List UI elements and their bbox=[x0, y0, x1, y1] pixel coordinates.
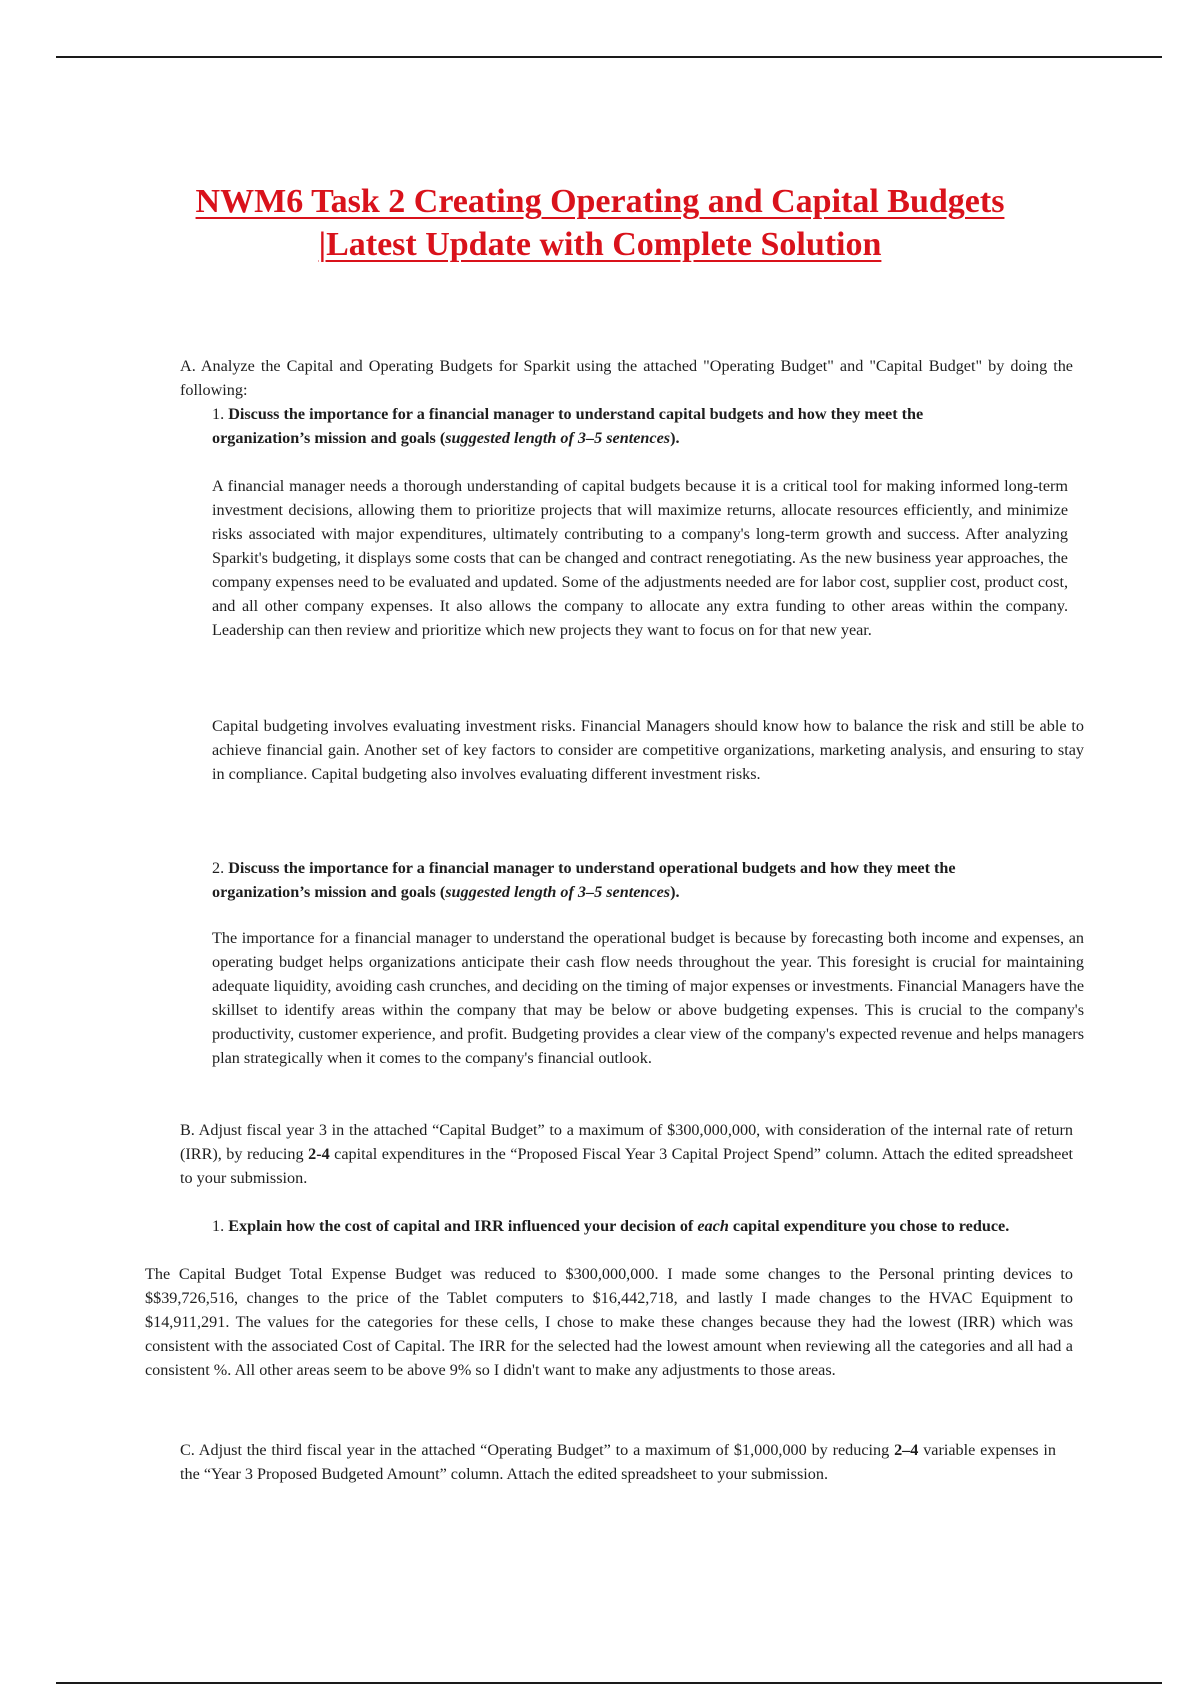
title-line-2: |Latest Update with Complete Solution bbox=[318, 226, 882, 263]
answer-a1-paragraph-2: Capital budgeting involves evaluating investment risks. Financial Managers should know how to balance the risk and still be able to achieve financial gain. Another set of key factors to consider are competitive organizations, marketing analysis, and ensuring to stay in compliance. Capital budgeting also involves evaluating different investment risks. bbox=[212, 717, 1084, 783]
section-c-intro bbox=[180, 1438, 1056, 1486]
question-a1-length: suggested length of 3–5 sentences bbox=[445, 429, 671, 447]
question-b1-number: 1. bbox=[212, 1217, 225, 1235]
question-a2 bbox=[212, 856, 1052, 904]
answer-a2: The importance for a financial manager to understand the operational budget is because by forecasting both income and expenses, an operating budget helps organizations anticipate their cash flow needs throughout the year. This foresight is crucial for maintaining adequate liquidity, avoiding cash crunches, and deciding on the timing of major expenses or investments. Financial Managers have the skillset to identify areas within the company that may be below or above budgeting expenses. This is crucial to the company's productivity, customer experience, and profit. Budgeting provides a clear view of the company's expected revenue and helps managers plan strategically when it comes to the company's financial outlook. bbox=[212, 929, 1084, 1067]
section-c-intro-end: variable expenses in the “Year 3 Proposed Budgeted Amount” column. Attach the edited spreadsheet to your submission. bbox=[180, 1441, 1057, 1483]
question-a1-end: ). bbox=[670, 429, 680, 447]
section-a-intro: A. Analyze the Capital and Operating Budgets for Sparkit using the attached "Operating Budget" and "Capital Budget" by doing the following: bbox=[180, 357, 1073, 399]
question-b1-each: each bbox=[697, 1217, 729, 1235]
section-c-intro-start: C. Adjust the third fiscal year in the attached “Operating Budget” to a maximum of $1,000,000 by reducing bbox=[180, 1441, 890, 1459]
question-a1-text: Discuss the importance for a financial manager to understand capital budgets and how they meet the organization’s mission and goals ( bbox=[212, 405, 924, 447]
document-title bbox=[100, 180, 1100, 266]
section-b-intro-end: capital expenditures in the “Proposed Fiscal Year 3 Capital Project Spend” column. Attach the edited spreadsheet to your submission. bbox=[180, 1145, 1073, 1187]
answer-b1: The Capital Budget Total Expense Budget was reduced to $300,000,000. I made some changes to the Personal printing devices to $$39,726,516, changes to the price of the Tablet computers to $16,442,718, and lastly I made changes to the HVAC Equipment to $14,911,291. The values for the categories for these cells, I chose to make these changes because they had the lowest (IRR) which was consistent with the associated Cost of Capital. The IRR for the selected had the lowest amount when reviewing all the categories and all had a consistent %. All other areas seem to be above 9% so I didn't want to make any adjustments to those areas. bbox=[145, 1265, 1073, 1379]
question-a2-end: ). bbox=[670, 883, 680, 901]
section-b-intro bbox=[180, 1118, 1073, 1190]
title-line-1: NWM6 Task 2 Creating Operating and Capital Budgets bbox=[195, 183, 1005, 220]
question-a2-number: 2. bbox=[212, 859, 225, 877]
question-a1 bbox=[212, 402, 1012, 450]
section-c-intro-range: 2–4 bbox=[894, 1441, 919, 1459]
section-b-intro-start: B. Adjust fiscal year 3 in the attached “Capital Budget” to a maximum of $300,000,000, with consideration of the internal rate of return (IRR), by reducing bbox=[180, 1121, 1073, 1163]
bottom-rule bbox=[56, 1682, 1162, 1684]
question-a2-text: Discuss the importance for a financial manager to understand operational budgets and how they meet the organization’s mission and goals ( bbox=[212, 859, 956, 901]
top-rule bbox=[56, 56, 1162, 58]
question-a2-length: suggested length of 3–5 sentences bbox=[445, 883, 671, 901]
section-b-intro-range: 2-4 bbox=[308, 1145, 330, 1163]
question-b1 bbox=[212, 1214, 1052, 1238]
question-b1-text-b: capital expenditure you chose to reduce. bbox=[732, 1217, 1010, 1235]
question-b1-text-a: Explain how the cost of capital and IRR influenced your decision of bbox=[228, 1217, 694, 1235]
question-a1-number: 1. bbox=[212, 405, 225, 423]
answer-a1-paragraph-1: A financial manager needs a thorough understanding of capital budgets because it is a critical tool for making informed long-term investment decisions, allowing them to prioritize projects that will maximize returns, allocate resources efficiently, and minimize risks associated with major expenditures, ultimately contributing to a company's long-term growth and success. After analyzing Sparkit's budgeting, it displays some costs that can be changed and contract renegotiating. As the new business year approaches, the company expenses need to be evaluated and updated. Some of the adjustments needed are for labor cost, supplier cost, product cost, and all other company expenses. It also allows the company to allocate any extra funding to other areas within the company. Leadership can then review and prioritize which new projects they want to focus on for that new year. bbox=[212, 477, 1068, 639]
